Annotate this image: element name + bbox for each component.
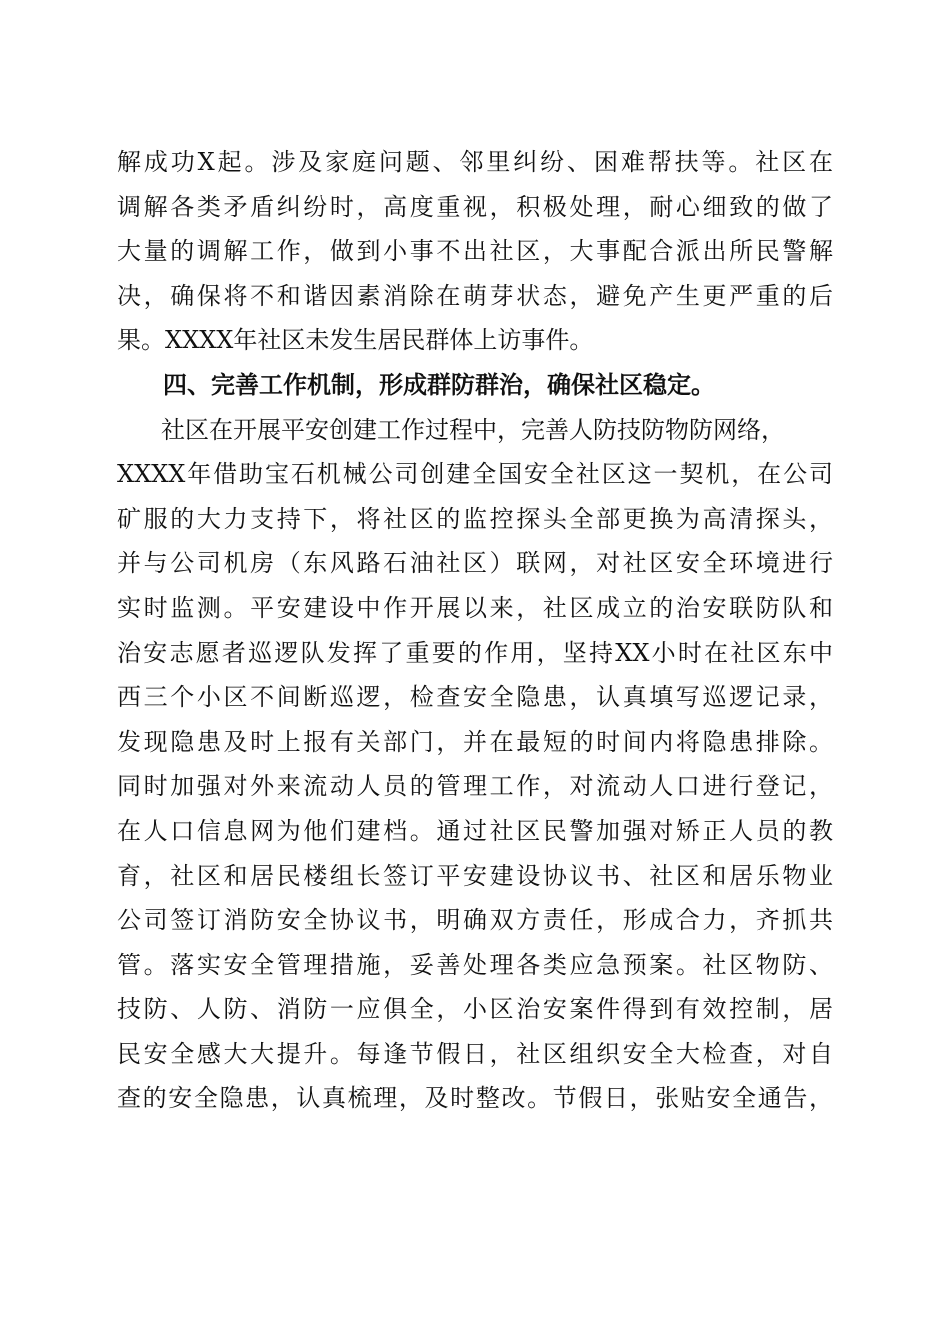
paragraph-line: 民安全感大大提升。每逢节假日，社区组织安全大检查，对自: [117, 1039, 833, 1068]
paragraph-line: 调解各类矛盾纠纷时，高度重视，积极处理，耐心细致的做了: [117, 192, 833, 221]
paragraph-line: 并与公司机房（东风路石油社区）联网，对社区安全环境进行: [117, 549, 833, 578]
paragraph-line: 决，确保将不和谐因素消除在萌芽状态，避免产生更严重的后: [117, 281, 833, 310]
paragraph-line: 社区在开展平安创建工作过程中，完善人防技防物防网络，: [161, 415, 785, 444]
paragraph-line: 管。落实安全管理措施，妥善处理各类应急预案。社区物防、: [117, 950, 833, 979]
document-body: [117, 140, 833, 1121]
paragraph-line: 实时监测。平安建设中作开展以来，社区成立的治安联防队和: [117, 593, 833, 622]
paragraph-line: 查的安全隐患，认真梳理，及时整改。节假日，张贴安全通告，: [117, 1084, 833, 1113]
paragraph-line: 大量的调解工作，做到小事不出社区，大事配合派出所民警解: [117, 237, 833, 266]
paragraph-line: 果。XXXX年社区未发生居民群体上访事件。: [117, 326, 594, 355]
paragraph-line: 发现隐患及时上报有关部门，并在最短的时间内将隐患排除。: [117, 727, 833, 756]
section-heading: 四、完善工作机制，形成群防群治，确保社区稳定。: [163, 370, 715, 399]
paragraph-line: 矿服的大力支持下，将社区的监控探头全部更换为高清探头，: [117, 504, 833, 533]
paragraph-line: 解成功X起。涉及家庭问题、邻里纠纷、困难帮扶等。社区在: [117, 148, 833, 176]
paragraph-line: 同时加强对外来流动人员的管理工作，对流动人口进行登记，: [117, 772, 833, 801]
paragraph-line: 在人口信息网为他们建档。通过社区民警加强对矫正人员的教: [117, 816, 833, 845]
paragraph-line: XXXX年借助宝石机械公司创建全国安全社区这一契机，在公司: [117, 460, 833, 489]
paragraph-line: 公司签订消防安全协议书，明确双方责任，形成合力，齐抓共: [117, 906, 833, 935]
paragraph-line: 技防、人防、消防一应俱全，小区治安案件得到有效控制，居: [117, 995, 833, 1024]
paragraph-line: 育，社区和居民楼组长签订平安建设协议书、社区和居乐物业: [117, 861, 833, 890]
paragraph-line: 西三个小区不间断巡逻，检查安全隐患，认真填写巡逻记录，: [117, 683, 833, 712]
paragraph-line: 治安志愿者巡逻队发挥了重要的作用，坚持XX小时在社区东中: [117, 638, 833, 667]
